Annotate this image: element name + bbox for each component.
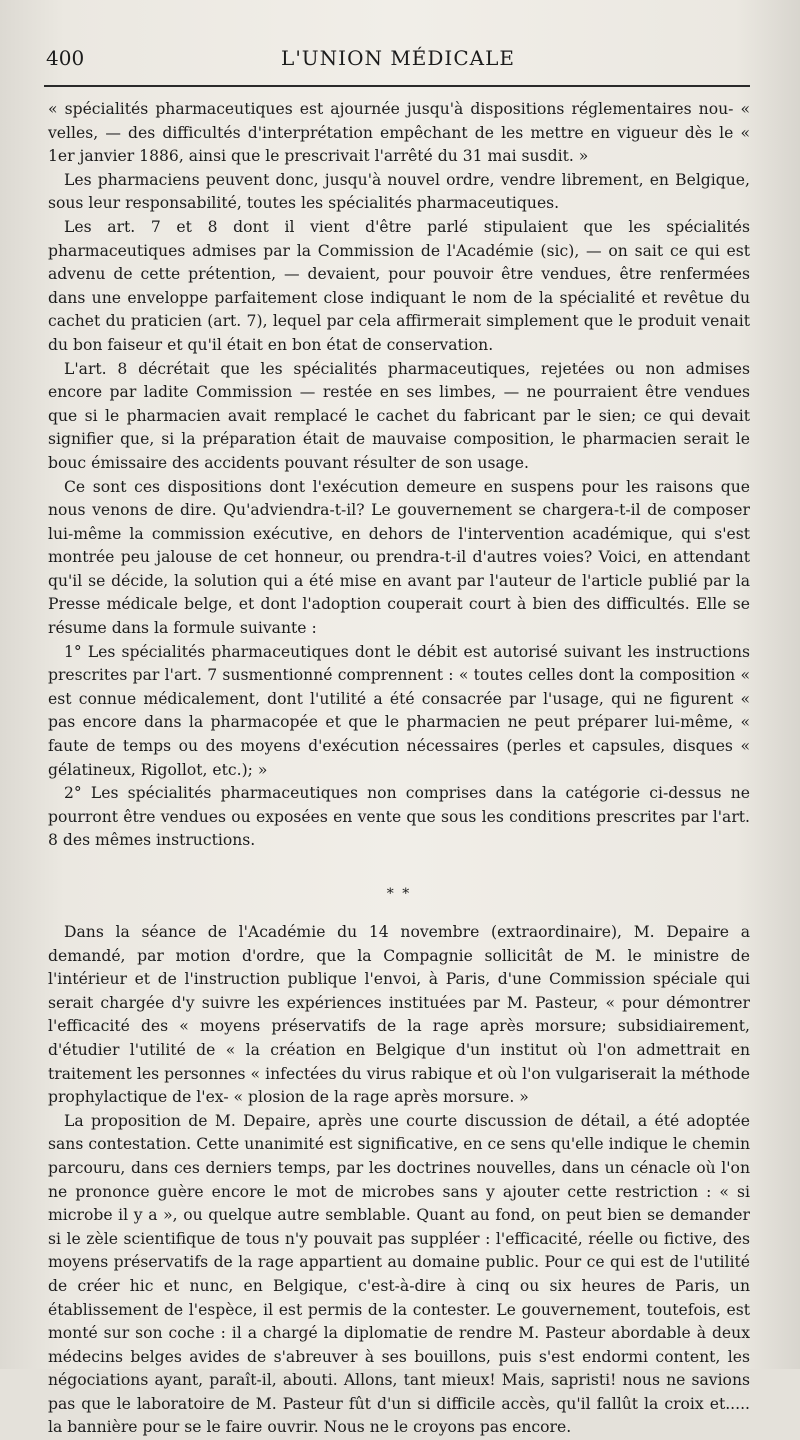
page-number: 400 <box>46 46 85 70</box>
page-header <box>46 46 750 76</box>
section-separator: * * <box>386 886 412 902</box>
paragraph: Les art. 7 et 8 dont il vient d'être parlé stipulaient que les spécialités pharmaceutiques admises par la Commission de l'Académie (sic), — on sait ce qui est advenu de cette prétention, — devaient, pour pouvoir être vendues, être renfermées dans une enveloppe parfaitement close indiquant le nom de la spécialité et revêtue du cachet du praticien (art. 7), lequel par cela affirmerait simplement que le produit venait du bon faiseur et qu'il était en bon état de conservation. <box>48 217 750 354</box>
header-rule <box>44 85 750 87</box>
list-item-1: 1° Les spécialités pharmaceutiques dont le débit est autorisé suivant les instructions prescrites par l'art. 7 susmentionné comprennent : « toutes celles dont la composition « est connue médicalement, dont l'utilité a été consacrée par l'usage, qui ne figurent « pas encore dans la pharmacopée et que le pharmacien ne peut préparer lui-même, « faute de temps ou des moyens d'exécution nécessaires (perles et capsules, disques « gélatineux, Rigollot, etc.); » <box>48 642 750 779</box>
article-body <box>48 98 750 1440</box>
paragraph: Les pharmaciens peuvent donc, jusqu'à nouvel ordre, vendre librement, en Belgique, sous leur responsabilité, toutes les spécialités pharmaceutiques. <box>48 170 750 213</box>
paragraph: Dans la séance de l'Académie du 14 novembre (extraordinaire), M. Depaire a demandé, par motion d'ordre, que la Compagnie sollicitât de M. le ministre de l'intérieur et de l'instruction publique l'envoi, à Paris, d'une Commission spéciale qui serait chargée d'y suivre les expériences instituées par M. Pasteur, « pour démontrer l'efficacité des « moyens préservatifs de la rage après morsure; subsidiairement, d'étudier l'utilité de « la création en Belgique d'un institut où l'on admettrait en traitement les personnes « infectées du virus rabique et où l'on vulgariserait la méthode prophylactique de l'ex- « plosion de la rage après morsure. » <box>48 923 750 1107</box>
paragraph: Ce sont ces dispositions dont l'exécution demeure en suspens pour les raisons que nous venons de dire. Qu'adviendra-t-il? Le gouvernement se chargera-t-il de composer lui-même la commission exécutive, en dehors de l'intervention académique, qui s'est montrée peu jalouse de cet honneur, ou prendra-t-il d'autres voies? Voici, en attendant qu'il se décide, la solution qui a été mise en avant par l'auteur de l'article publié par la Presse médicale belge, et dont l'adoption couperait court à bien des difficultés. Elle se résume dans la formule suivante : <box>48 477 750 638</box>
paragraph: L'art. 8 décrétait que les spécialités pharmaceutiques, rejetées ou non admises encore par ladite Commission — restée en ses limbes, — ne pourraient être vendues que si le pharmacien avait remplacé le cachet du fabricant par le sien; ce qui devait signifier que, si la préparation était de mauvaise composition, le pharmacien serait le bouc émissaire des accidents pouvant résulter de son usage. <box>48 359 750 472</box>
paragraph: La proposition de M. Depaire, après une courte discussion de détail, a été adoptée sans contestation. Cette unanimité est significative, en ce sens qu'elle indique le chemin parcouru, dans ces derniers temps, par les doctrines nouvelles, dans un cénacle où l'on ne prononce guère encore le mot de microbes sans y ajouter cette restriction : « si microbe il y a », ou quelque autre semblable. Quant au fond, on peut bien se demander si le zèle scientifique de tous n'y pouvait pas suppléer : l'efficacité, réelle ou fictive, des moyens préservatifs de la rage appartient au domaine public. Pour ce qui est de l'utilité de créer hic et nunc, en Belgique, c'est-à-dire à cinq ou six heures de Paris, un établissement de l'espèce, il est permis de la contester. Le gouvernement, toutefois, est monté sur son coche : il a chargé la diplomatie de rendre M. Pasteur abordable à deux médecins belges avides de s'abreuver à ses bouillons, puis s'est endormi content, les négociations ayant, paraît-il, abouti. Allons, tant mieux! Mais, sapristi! nous ne savions pas que le laboratoire de M. Pasteur fût d'un si difficile accès, qu'il fallût la croix et..... la bannière pour se le faire ouvrir. Nous ne le croyons pas encore. <box>48 1111 750 1437</box>
running-title: L'UNION MÉDICALE <box>281 46 515 70</box>
list-item-2: 2° Les spécialités pharmaceutiques non comprises dans la catégorie ci-dessus ne pourront être vendues ou exposées en vente que sous les conditions prescrites par l'art. 8 des mêmes instructions. <box>48 784 750 850</box>
paragraph-quote-end: « spécialités pharmaceutiques est ajournée jusqu'à dispositions réglementaires nou- « velles, — des difficultés d'interprétation empêchant de les mettre en vigueur dès le « 1er janvier 1886, ainsi que le prescrivait l'arrêté du 31 mai susdit. » <box>48 100 750 166</box>
